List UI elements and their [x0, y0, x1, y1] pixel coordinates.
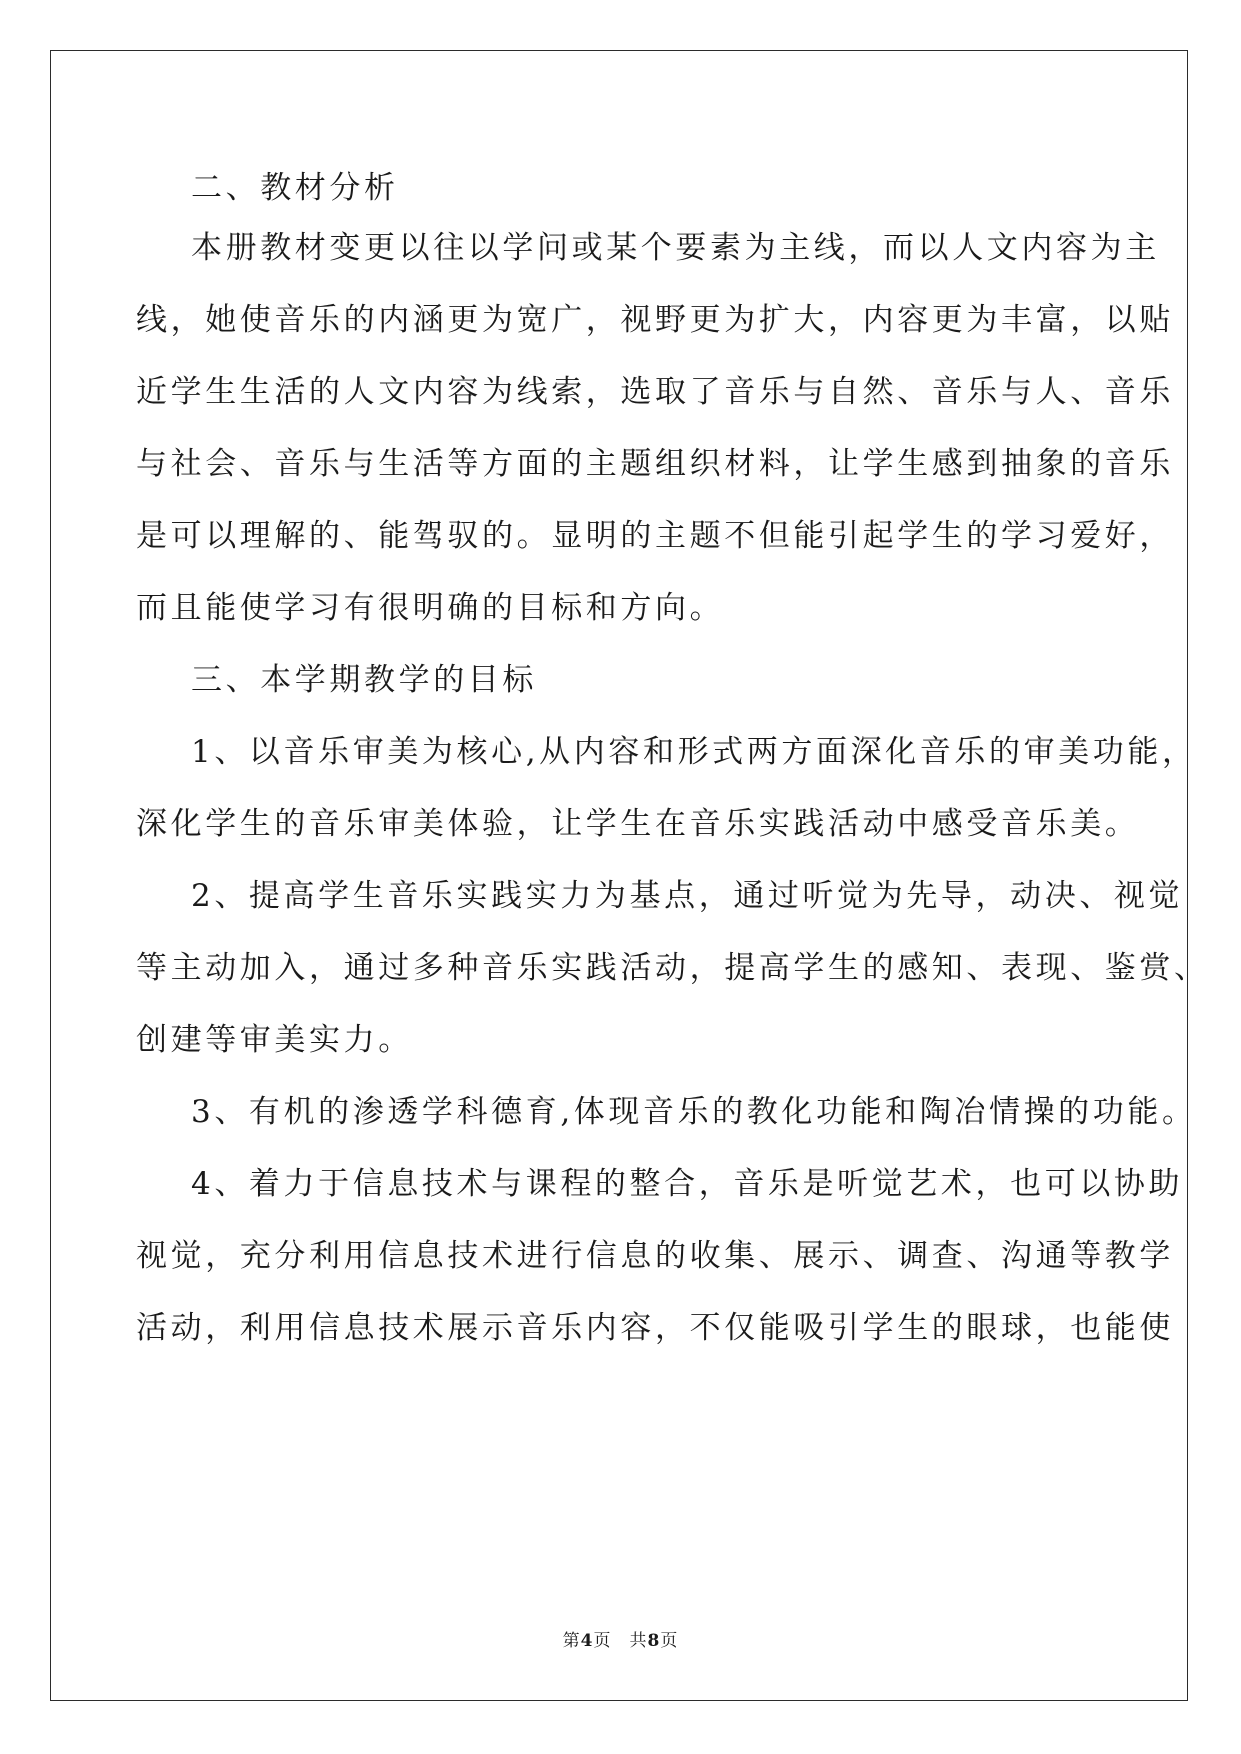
section-heading-2: 二、教材分析: [191, 170, 399, 206]
paragraph-line: 而且能使学习有很明确的目标和方向。: [136, 590, 725, 626]
paragraph-line: 深化学生的音乐审美体验，让学生在音乐实践活动中感受音乐美。: [136, 806, 1140, 842]
paragraph-line: 2、提高学生音乐实践实力为基点，通过听觉为先导，动决、视觉: [191, 878, 1184, 914]
paragraph-line: 1、以音乐审美为核心,从内容和形式两方面深化音乐的审美功能，: [191, 734, 1197, 770]
total-page-count: 8: [647, 1631, 661, 1651]
paragraph-line: 与社会、音乐与生活等方面的主题组织材料，让学生感到抽象的音乐: [136, 446, 1174, 482]
paragraph-line: 等主动加入，通过多种音乐实践活动，提高学生的感知、表现、鉴赏、: [136, 950, 1209, 986]
footer-middle: 页 共: [593, 1631, 648, 1651]
paragraph-line: 创建等审美实力。: [136, 1022, 413, 1058]
paragraph-line: 视觉，充分利用信息技术进行信息的收集、展示、调查、沟通等教学: [136, 1238, 1174, 1274]
paragraph-line: 活动，利用信息技术展示音乐内容，不仅能吸引学生的眼球，也能使: [136, 1310, 1174, 1346]
paragraph-line: 近学生生活的人文内容为线索，选取了音乐与自然、音乐与人、音乐: [136, 374, 1174, 410]
paragraph-line: 4、着力于信息技术与课程的整合，音乐是听觉艺术，也可以协助: [191, 1166, 1184, 1202]
section-heading-3: 三、本学期教学的目标: [191, 662, 537, 698]
paragraph-line: 线，她使音乐的内涵更为宽广，视野更为扩大，内容更为丰富，以贴: [136, 302, 1174, 338]
paragraph-line: 3、有机的渗透学科德育,体现音乐的教化功能和陶冶情操的功能。: [191, 1094, 1197, 1130]
footer-suffix: 页: [660, 1631, 679, 1651]
current-page-number: 4: [580, 1631, 594, 1651]
page-number-footer: [0, 1630, 1241, 1652]
paragraph-line: 是可以理解的、能驾驭的。显明的主题不但能引起学生的学习爱好，: [136, 518, 1174, 554]
footer-prefix: 第: [562, 1631, 581, 1651]
paragraph-line: 本册教材变更以往以学问或某个要素为主线，而以人文内容为主: [191, 230, 1160, 266]
